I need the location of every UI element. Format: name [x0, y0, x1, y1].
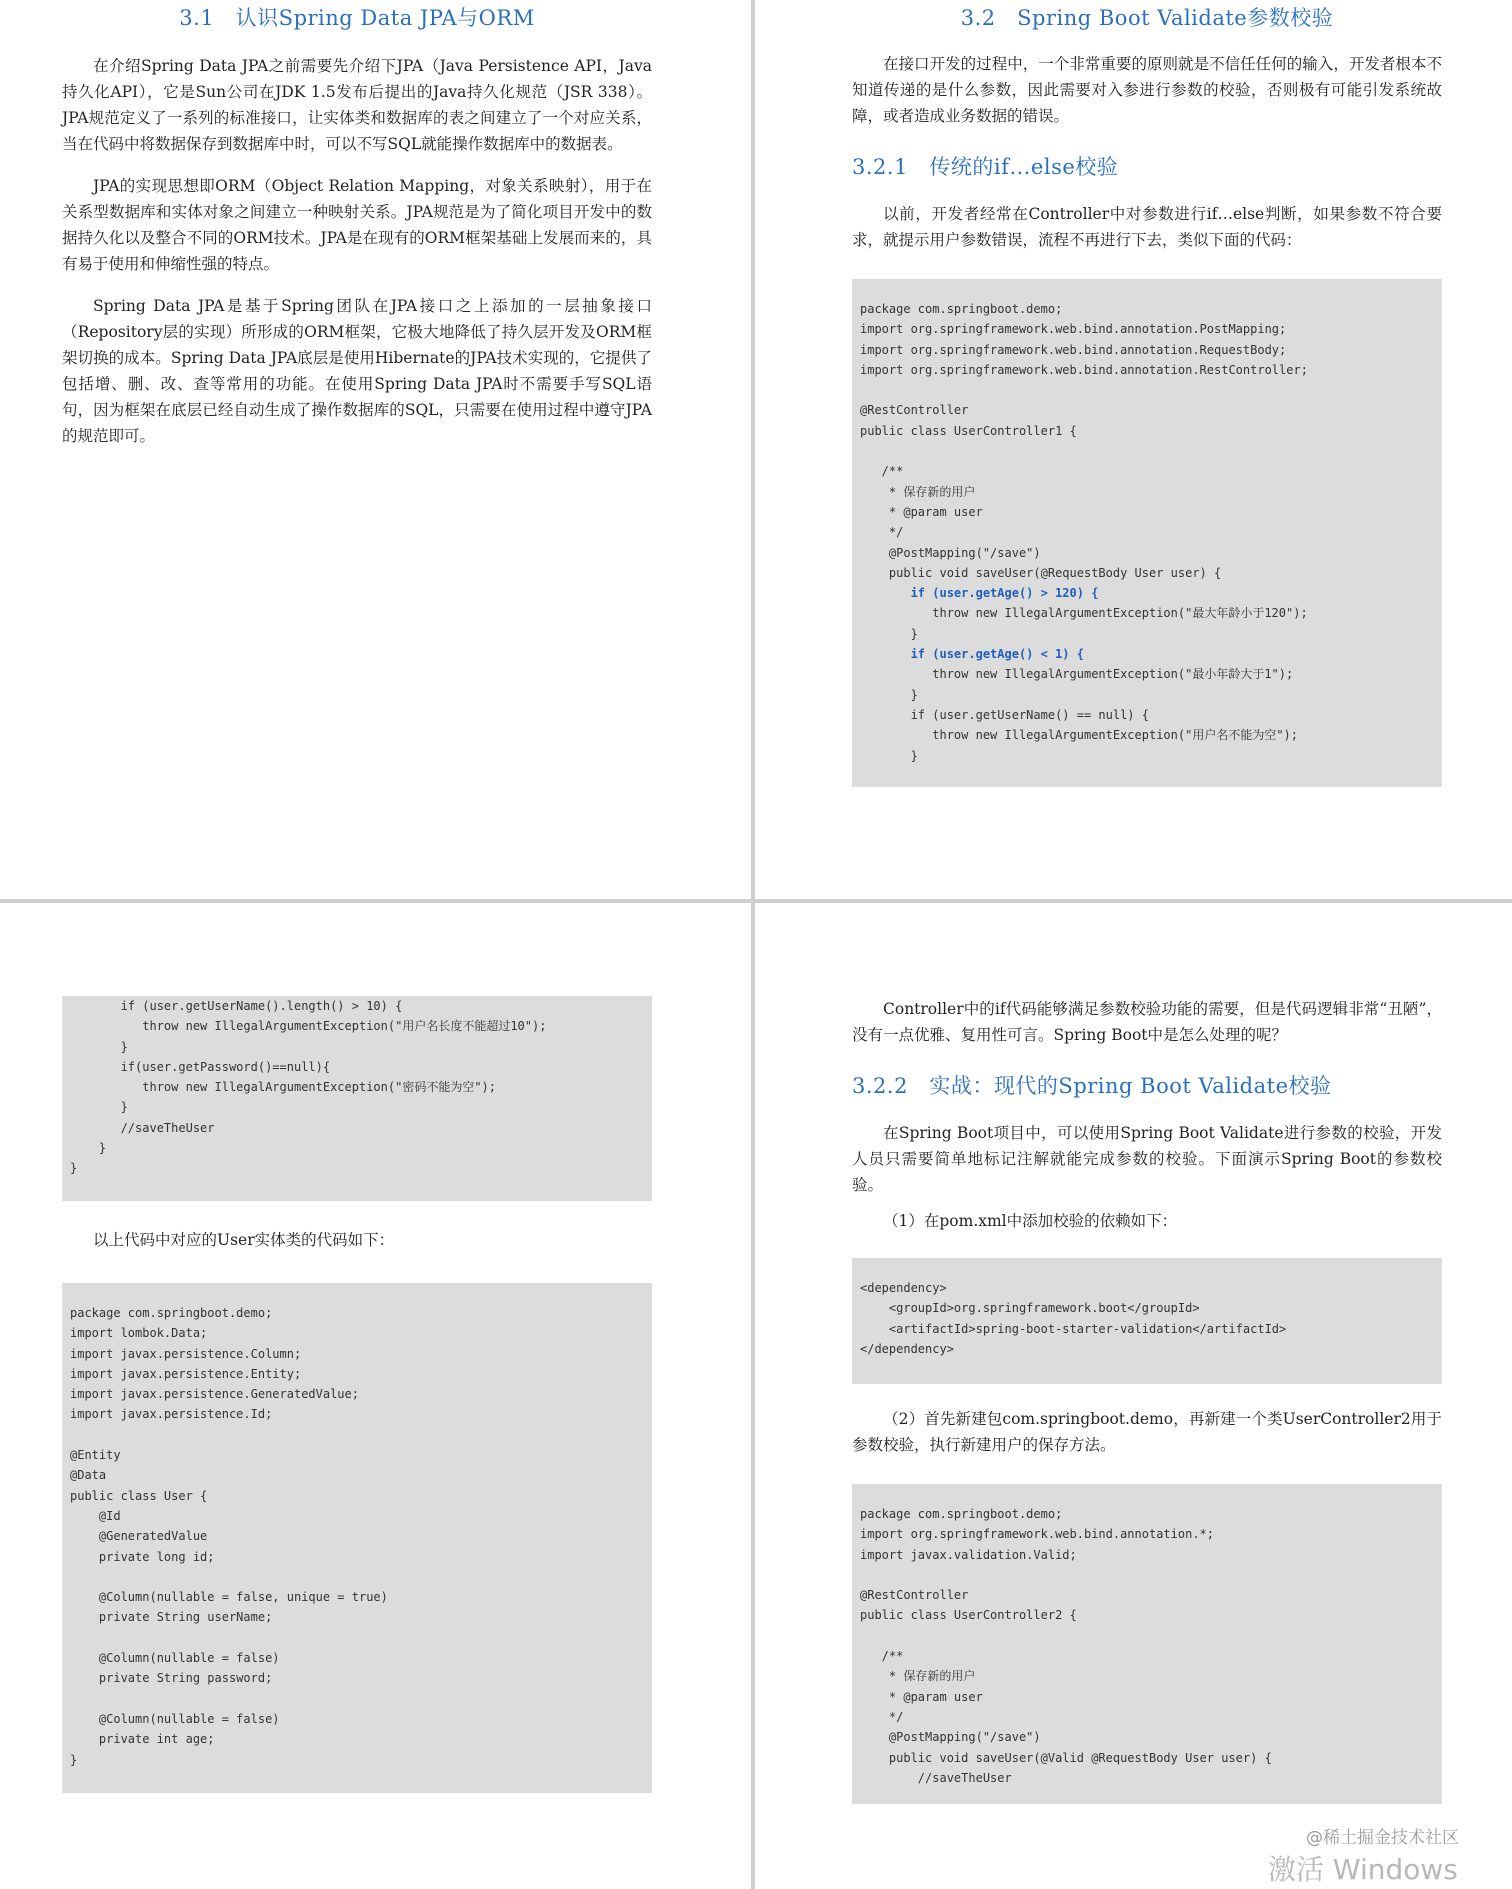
code-line	[70, 1567, 644, 1587]
code-line: throw new IllegalArgumentException("用户名不能为空");	[860, 728, 1299, 743]
code-line: @RestController	[860, 403, 969, 418]
paragraph: Spring Data JPA是基于Spring团队在JPA接口之上添加的一层抽象接口（Repository层的实现）所形成的ORM框架，它极大地降低了持久层开发及ORM框架切换的成本。Spring Data JPA底层是使用Hibernate的JPA技术实现的，它提供了包括增、删、改、查等常用的功能。在使用Spring Data JPA时不需要手写SQL语句，因为框架在底层已经自动生成了操作数据库的SQL，只需要在使用过程中遵守JPA的规范即可。	[62, 297, 652, 445]
site-watermark: @稀土掘金技术社区	[1306, 1828, 1459, 1848]
code-line: @RestController	[860, 1588, 969, 1603]
code-block	[62, 1283, 652, 1793]
code-line: import javax.validation.Valid;	[860, 1547, 1077, 1562]
code-line: @Id	[70, 1508, 121, 1523]
code-block	[852, 279, 1442, 787]
code-line	[860, 380, 1434, 400]
code-line: public void saveUser(@RequestBody User user) {	[860, 565, 1222, 580]
code-line: throw new IllegalArgumentException("最大年龄小于120");	[860, 606, 1308, 621]
code-line: <artifactId>spring-boot-starter-validation</artifactId>	[860, 1321, 1287, 1336]
code-line: * @param user	[860, 1689, 983, 1704]
code-line: public void saveUser(@Valid @RequestBody User user) {	[860, 1750, 1272, 1765]
code-line	[860, 441, 1434, 461]
code-line: </dependency>	[860, 1341, 954, 1356]
code-line: */	[860, 1709, 904, 1724]
code-line: import org.springframework.web.bind.annotation.PostMapping;	[860, 322, 1287, 337]
paragraph: JPA的实现思想即ORM（Object Relation Mapping，对象关系映射），用于在关系型数据库和实体对象之间建立一种映射关系。JPA规范是为了简化项目开发中的数据持久化以及整合不同的ORM技术。JPA是在现有的ORM框架基础上发展而来的，具有易于使用和伸缩性强的特点。	[62, 177, 652, 273]
code-line	[70, 1425, 644, 1445]
code-block	[852, 1484, 1442, 1804]
code-line: <dependency>	[860, 1281, 947, 1295]
paragraph: 在接口开发的过程中，一个非常重要的原则就是不信任任何的输入，开发者根本不知道传递的是什么参数，因此需要对入参进行参数的校验，否则极有可能引发系统故障，或者造成业务数据的错误。	[852, 55, 1442, 125]
activate-windows-watermark: 激活 Windows	[1268, 1853, 1458, 1886]
page-divider-vertical	[751, 0, 755, 1889]
code-line	[70, 1689, 644, 1709]
code-line: public class UserController2 {	[860, 1608, 1077, 1623]
code-line: import lombok.Data;	[70, 1326, 208, 1341]
section-heading-3-2: 3.2 Spring Boot Validate参数校验	[960, 6, 1334, 30]
code-line: package com.springboot.demo;	[860, 302, 1063, 316]
code-line: @PostMapping("/save")	[860, 545, 1041, 560]
page-bottom-right	[852, 900, 1442, 1804]
code-line	[860, 1565, 1434, 1585]
code-line: import javax.persistence.Column;	[70, 1346, 302, 1361]
code-line: import org.springframework.web.bind.annotation.*;	[860, 1527, 1215, 1542]
code-line: if (user.getUserName() == null) {	[860, 707, 1149, 722]
code-line: if (user.getUserName().length() > 10) {	[70, 999, 403, 1013]
code-line	[860, 1626, 1434, 1646]
code-line: <groupId>org.springframework.boot</groupId>	[860, 1301, 1200, 1316]
code-block	[852, 1258, 1442, 1384]
code-line: import javax.persistence.Entity;	[70, 1366, 302, 1381]
paragraph: 在Spring Boot项目中，可以使用Spring Boot Validate进行参数的校验，开发人员只需要简单地标记注解就能完成参数的校验。下面演示Spring Boot的参数校验。	[852, 1124, 1442, 1194]
code-line: }	[70, 1141, 107, 1156]
code-line: private String userName;	[70, 1610, 273, 1625]
code-line: package com.springboot.demo;	[70, 1306, 273, 1320]
code-line: @Column(nullable = false)	[70, 1651, 280, 1666]
code-line: private long id;	[70, 1549, 215, 1564]
subsection-heading-3-2-2: 3.2.2 实战：现代的Spring Boot Validate校验	[852, 1074, 1332, 1098]
code-line: }	[70, 1100, 128, 1115]
code-line: public class User {	[70, 1488, 208, 1503]
code-line: /**	[860, 1649, 904, 1664]
code-block	[62, 996, 652, 1201]
code-line: /**	[860, 464, 904, 479]
step-1: （1）在pom.xml中添加校验的依赖如下：	[883, 1212, 1178, 1230]
code-line: if (user.getAge() > 120) {	[860, 586, 1099, 601]
code-line: * 保存新的用户	[860, 1669, 976, 1684]
paragraph: 以前，开发者经常在Controller中对参数进行if…else判断，如果参数不符合要求，就提示用户参数错误，流程不再进行下去，类似下面的代码：	[852, 205, 1442, 249]
code-line: import javax.persistence.Id;	[70, 1407, 273, 1422]
code-line: throw new IllegalArgumentException("用户名长度不能超过10");	[70, 1019, 547, 1034]
code-line: }	[860, 687, 918, 702]
code-line	[70, 1628, 644, 1648]
code-line: private int age;	[70, 1732, 215, 1747]
code-line: private String password;	[70, 1671, 273, 1686]
code-line: * @param user	[860, 504, 983, 519]
code-line: }	[70, 1039, 128, 1054]
code-line: }	[860, 626, 918, 641]
code-line: @Column(nullable = false)	[70, 1711, 280, 1726]
code-line: public class UserController1 {	[860, 423, 1077, 438]
code-line: throw new IllegalArgumentException("密码不能为空");	[70, 1080, 497, 1095]
page-top-left	[62, 0, 652, 449]
code-line: @Column(nullable = false, unique = true)	[70, 1590, 388, 1605]
step-2: （2）首先新建包com.springboot.demo，再新建一个类UserController2用于参数校验，执行新建用户的保存方法。	[852, 1410, 1442, 1454]
code-line: @PostMapping("/save")	[860, 1730, 1041, 1745]
page-bottom-left	[62, 900, 652, 1793]
code-line: }	[70, 1752, 78, 1767]
code-line: package com.springboot.demo;	[860, 1507, 1063, 1521]
paragraph: 以上代码中对应的User实体类的代码如下：	[93, 1231, 395, 1249]
code-line: import org.springframework.web.bind.annotation.RestController;	[860, 362, 1308, 377]
page-top-right	[852, 0, 1442, 787]
code-line: //saveTheUser	[70, 1120, 215, 1135]
code-line: if(user.getPassword()==null){	[70, 1059, 331, 1074]
code-line: */	[860, 525, 904, 540]
code-line: @Entity	[70, 1448, 121, 1463]
code-line: import org.springframework.web.bind.annotation.RequestBody;	[860, 342, 1287, 357]
section-heading-3-1: 3.1 认识Spring Data JPA与ORM	[179, 6, 535, 30]
paragraph: 在介绍Spring Data JPA之前需要先介绍下JPA（Java Persistence API，Java持久化API），它是Sun公司在JDK 1.5发布后提出的Java持久化规范（JSR 338）。JPA规范定义了一系列的标准接口，让实体类和数据库的表之间建立了一个对应关系，当在代码中将数据保存到数据库中时，可以不写SQL就能操作数据库中的数据表。	[62, 57, 652, 153]
subsection-heading-3-2-1: 3.2.1 传统的if…else校验	[852, 155, 1119, 179]
code-line: //saveTheUser	[860, 1770, 1012, 1785]
code-line: @GeneratedValue	[70, 1529, 208, 1544]
code-line: }	[70, 1161, 78, 1176]
code-line: if (user.getAge() < 1) {	[860, 647, 1084, 662]
code-line: @Data	[70, 1468, 107, 1483]
code-line: throw new IllegalArgumentException("最小年龄大于1");	[860, 667, 1294, 682]
code-line: * 保存新的用户	[860, 484, 976, 499]
code-line: import javax.persistence.GeneratedValue;	[70, 1387, 359, 1402]
paragraph: Controller中的if代码能够满足参数校验功能的需要，但是代码逻辑非常“丑陋”，没有一点优雅、复用性可言。Spring Boot中是怎么处理的呢？	[852, 1000, 1442, 1044]
code-line: }	[860, 748, 918, 763]
